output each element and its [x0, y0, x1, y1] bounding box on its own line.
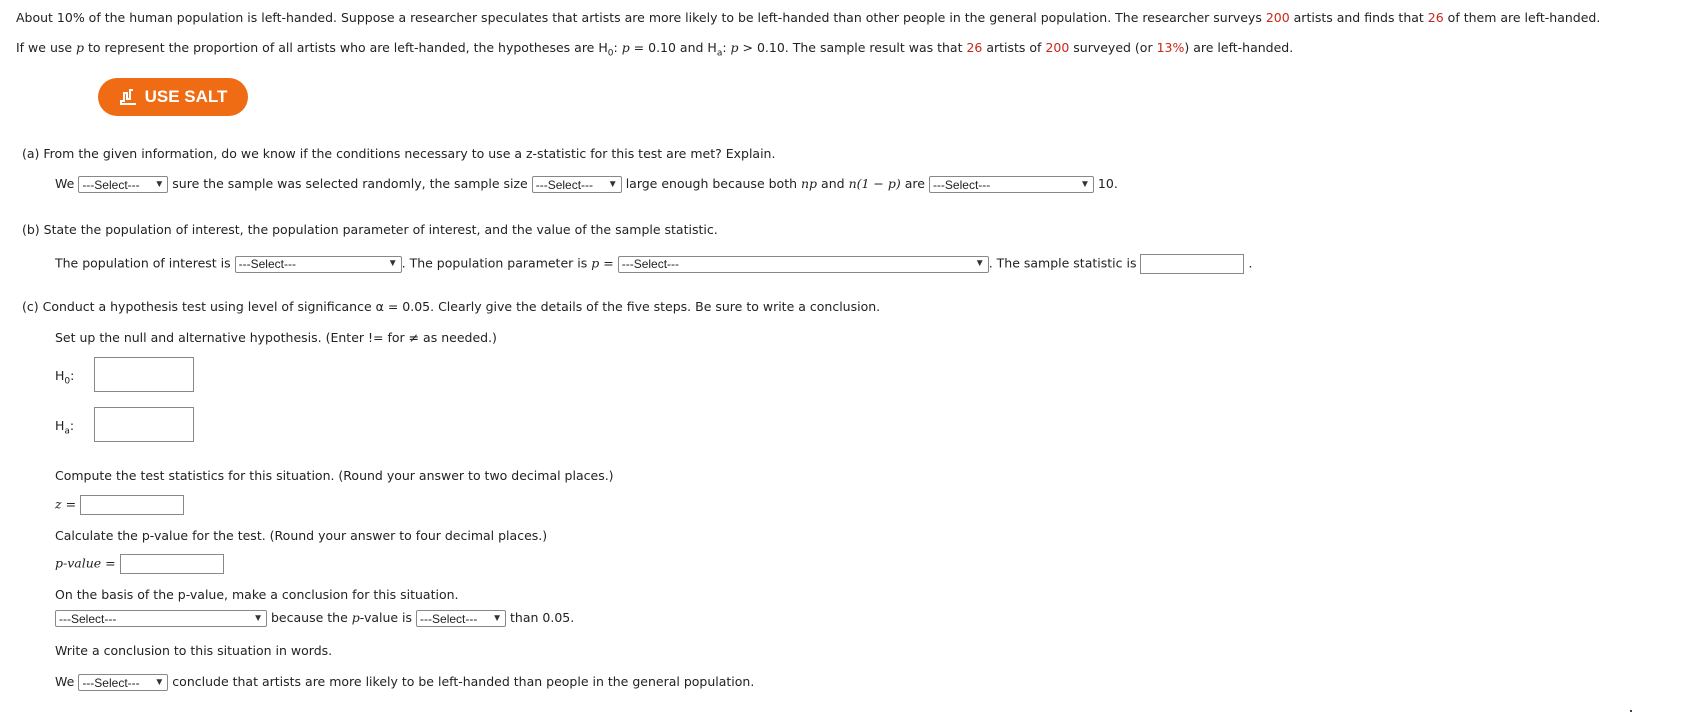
words-text: Write a conclusion to this situation in words. — [55, 643, 333, 658]
part-a-select-sample-size[interactable]: ---Select--- ▼ — [532, 176, 622, 193]
final-conclusion-row: We ---Select--- ▼ conclude that artists are more likely to be left-handed than people in the general population. — [55, 674, 755, 690]
part-a-select-sure[interactable]: ---Select--- ▼ — [78, 176, 168, 193]
part-b-select-parameter[interactable]: ---Select--- ▼ — [618, 256, 989, 273]
part-a-answer-line: We ---Select--- ▼ sure the sample was selected randomly, the sample size ---Select--- ▼ large enough because both np and n(1 − p) are ---Select--- ▼ 10. — [55, 176, 1118, 192]
pvalue-row: p-value = — [55, 554, 224, 574]
part-c-select-comparison[interactable]: ---Select--- ▼ — [416, 610, 506, 627]
conclusion-row: ---Select--- ▼ because the p-value is ---Select--- ▼ than 0.05. — [55, 610, 574, 627]
part-b-select-population[interactable]: ---Select--- ▼ — [235, 256, 402, 273]
use-salt-button[interactable] — [98, 78, 248, 116]
chevron-down-icon: ▼ — [607, 178, 618, 190]
h0-input[interactable] — [94, 357, 194, 392]
ha-input[interactable] — [94, 407, 194, 442]
sample-statistic-input[interactable] — [1140, 254, 1244, 274]
stray-dot — [1630, 710, 1632, 712]
intro-line-1: About 10% of the human population is left-handed. Suppose a researcher speculates that artists are more likely to be left-handed than other people in the general population. The researcher surveys 200 artists and finds that 26 of them are left-handed. — [16, 10, 1601, 25]
chevron-down-icon: ▼ — [253, 612, 263, 624]
chevron-down-icon: ▼ — [974, 258, 985, 269]
part-b-answer-line: The population of interest is ---Select--- ▼ . The population parameter is p = ---Select--- ▼ . The sample statistic is . — [55, 254, 1252, 274]
part-a-select-comparison[interactable]: ---Select--- ▼ — [929, 176, 1094, 193]
z-row: z = — [55, 495, 184, 515]
chevron-down-icon: ▼ — [154, 178, 165, 190]
part-b-question: (b) State the population of interest, the population parameter of interest, and the value of the sample statistic. — [22, 222, 718, 237]
part-c-select-decision[interactable]: ---Select--- ▼ — [55, 610, 267, 627]
chevron-down-icon: ▼ — [154, 676, 165, 688]
chevron-down-icon: ▼ — [492, 612, 503, 624]
hypothesis-setup-text: Set up the null and alternative hypothesis. (Enter != for ≠ as needed.) — [55, 330, 497, 345]
salt-icon — [119, 89, 137, 105]
basis-text: On the basis of the p-value, make a conclusion for this situation. — [55, 587, 459, 602]
pvalue-prompt: Calculate the p-value for the test. (Round your answer to four decimal places.) — [55, 528, 548, 543]
chevron-down-icon: ▼ — [1080, 178, 1090, 190]
use-salt-label: USE SALT — [144, 87, 228, 106]
intro-line-2: If we use p to represent the proportion of all artists who are left-handed, the hypotheses are $H_0$: p = 0.10 and $H_a$: p > 0.10. The sample result was that 26 artists of 200 surveyed (or 13%) are left-handed. — [16, 40, 1294, 59]
ha-label: $H_a$: — [55, 418, 75, 437]
z-input[interactable] — [80, 495, 184, 515]
compute-test-statistic-text: Compute the test statistics for this situation. (Round your answer to two decimal places.) — [55, 468, 614, 483]
part-a-question: (a) From the given information, do we know if the conditions necessary to use a z-statistic for this test are met? Explain. — [22, 146, 776, 161]
h0-label: $H_0$: — [55, 368, 75, 387]
pvalue-input[interactable] — [120, 554, 224, 574]
part-c-select-conclude[interactable]: ---Select--- ▼ — [78, 674, 168, 691]
chevron-down-icon: ▼ — [387, 258, 398, 269]
part-c-question: (c) Conduct a hypothesis test using level of significance α = 0.05. Clearly give the details of the five steps. Be sure to write a conclusion. — [22, 299, 881, 314]
